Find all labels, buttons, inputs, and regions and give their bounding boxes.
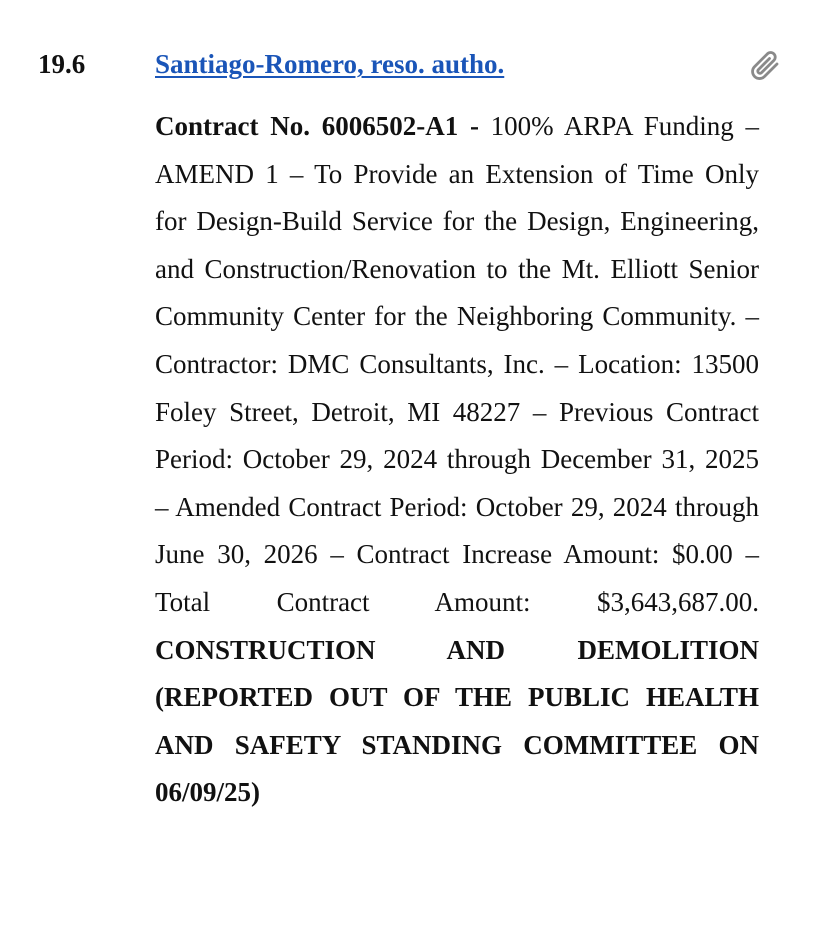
paperclip-icon[interactable]: [748, 48, 784, 84]
contract-number-label: Contract No. 6006502-A1 -: [155, 111, 479, 141]
item-number: 19.6: [38, 49, 86, 79]
sponsor-resolution-link[interactable]: Santiago-Romero, reso. autho.: [155, 49, 505, 79]
contract-details: 100% ARPA Funding – AMEND 1 – To Provide an Extension of Time Only for Design-Build Service for the Design, Engineering, and Construction/Renovation to the Mt. Elliott Senior Community Center for the Neighboring Community. – Contractor: DMC Consultants, Inc. – Location: 13500 Foley Street, Detroit, MI 48227 – Previous Contract Period: October 29, 2024 through December 31, 2025 – Amended Contract Period: October 29, 2024 through June 30, 2026 – Contract Increase Amount: $0.00 – Total Contract Amount: $3,643,687.00.: [155, 111, 759, 617]
committee-note: CONSTRUCTION AND DEMOLITION (REPORTED OUT OF THE PUBLIC HEALTH AND SAFETY STANDING COMMITTEE ON 06/09/25): [155, 634, 759, 808]
item-description: [155, 103, 759, 817]
paperclip-icon-graphic: [748, 48, 784, 84]
